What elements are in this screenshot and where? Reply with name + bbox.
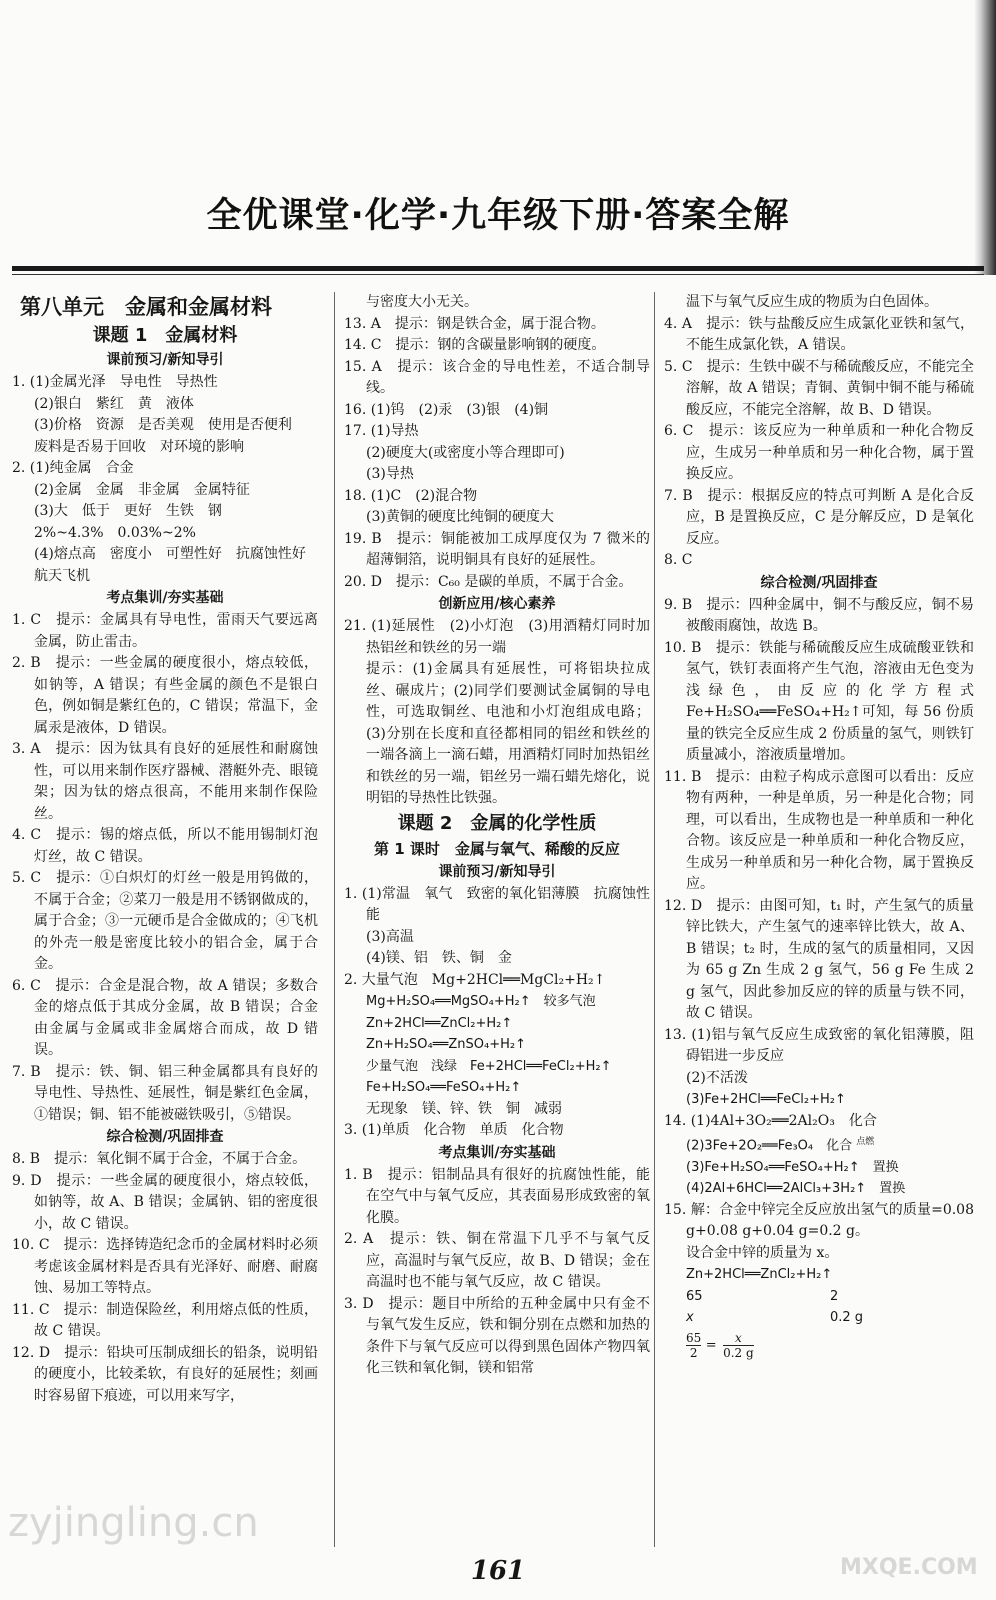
section-heading: 综合检测/巩固排查: [106, 1129, 224, 1145]
watermark-site: zyjingling.cn: [8, 1500, 259, 1546]
answer-line: (4)熔点高 密度小 可塑性好 抗腐蚀性好 航天飞机: [34, 546, 320, 584]
mass-ratio-row: [664, 1307, 974, 1329]
section-heading: 综合检测/巩固排查: [760, 574, 878, 591]
column-divider: [334, 292, 335, 1547]
answer-item: 19. B 提示：铜能被加工成厚度仅为 7 微米的超薄铜箔，说明铜具有良好的延展性。: [344, 530, 650, 568]
answer-item: 10. C 提示：选择铸造纪念币的金属材料时必须考虑该金属材料是否具有光泽好、耐磨、耐腐蚀、易加工等特点。: [12, 1237, 318, 1296]
reaction-condition: 点燃: [856, 1137, 875, 1147]
equation-line: (3)Fe+2HCl══FeCl₂+H₂↑: [686, 1092, 846, 1107]
answer-item: 1. (1)常温 氧气 致密的氧化铝薄膜 抗腐蚀性能: [344, 885, 650, 923]
answer-item: 4. A 提示：铁与盐酸反应生成氯化亚铁和氢气，不能生成氯化铁，A 错误。: [664, 315, 974, 353]
watermark-logo: MXQE.COM: [840, 1555, 978, 1580]
fraction: [686, 1331, 701, 1360]
answer-item: 8. B 提示：氧化铜不属于合金，不属于合金。: [12, 1151, 307, 1167]
section-heading: 考点集训/夯实基础: [438, 1144, 556, 1161]
lesson-title: 课题 1 金属材料: [92, 325, 238, 346]
section-heading: 考点集训/夯实基础: [106, 590, 224, 606]
answer-item: 9. D 提示：一些金属的硬度很小，熔点较低，如钠等，故 A、B 错误；金属钠、铝的密度很小，故 C 错误。: [12, 1172, 318, 1232]
ratio-value: 2: [830, 1288, 839, 1304]
page-header: [0, 0, 996, 275]
answer-line: 与密度大小无关。: [366, 294, 478, 310]
answer-hint: 提示：(1)金属具有延展性，可将铝块拉成丝、碾成片；(2)同学们要测试金属铜的导电性，可选取铜丝、电池和小灯泡组成电路；(3)分别在长度和直径都相同的铝丝和铁丝的一端各滴上一滴石蜡，用酒精灯同时加热铝丝和铁丝的另一端，铝丝另一端石蜡先熔化，说明铝的导热性比铁强。: [366, 661, 650, 806]
book-title: 全优课堂·化学·九年级下册·答案全解: [206, 196, 790, 236]
answer-item: 13. A 提示：钢是铁合金，属于混合物。: [344, 315, 605, 332]
answer-item: 21. (1)延展性 (2)小灯泡 (3)用酒精灯同时加热铝丝和铁丝的另一端: [344, 618, 650, 656]
answer-line: (4)镁、铝 铁、铜 金: [366, 950, 512, 966]
column-1: [12, 292, 318, 1407]
answer-item: 12. D 提示：由图可知，t₁ 时，产生氢气的质量锌比铁大，产生氢气的速率锌比铁大，故 A、B 错误；t₂ 时，生成的氢气的质量相同，又因为 65 g Zn 生成 2 g 氢气，56 g Fe 生成 2 g 氢气，因此参加反应的锌的质量与铁不同，故 C 错误。: [664, 897, 974, 1021]
answer-item: 7. B 提示：铁、铜、铝三种金属都具有良好的导电性、导热性、延展性，铜是紫红色金属，①错误；铜、铝不能被磁铁吸引，⑤错误。: [12, 1063, 318, 1123]
answer-item: 1. C 提示：金属具有导电性，雷雨天气要远离金属，防止雷击。: [12, 612, 318, 650]
answer-item: 6. C 提示：合金是混合物，故 A 错误；多数合金的熔点低于其成分金属，故 B 错误；合金由金属与金属或非金属熔合而成，故 D 错误。: [12, 977, 318, 1058]
answer-item: 15. 解：合金中锌完全反应放出氢气的质量=0.08 g+0.08 g+0.04 g=0.2 g。: [664, 1201, 974, 1240]
answer-item: 18. (1)C (2)混合物: [344, 487, 478, 504]
answer-line: (3)价格 资源 是否美观 使用是否便利 废料是否易于回收 对环境的影响: [34, 417, 306, 455]
answer-item: 17. (1)导热: [344, 423, 419, 439]
equation-text: (2)3Fe+2O₂══Fe₃O₄ 化合: [686, 1138, 853, 1154]
answer-item: 16. (1)钨 (2)汞 (3)银 (4)铜: [344, 401, 549, 418]
answer-line: (2)硬度大(或密度小等合理即可): [366, 444, 565, 461]
answer-item: 9. B 提示：四种金属中，铜不与酸反应，铜不易被酸雨腐蚀，故选 B。: [664, 596, 974, 634]
answer-item: 2. 大量气泡 Mg+2HCl══MgCl₂+H₂↑: [344, 971, 606, 988]
equation-line: Zn+H₂SO₄══ZnSO₄+H₂↑: [366, 1037, 526, 1052]
answer-item: 3. A 提示：因为钛具有良好的延展性和耐腐蚀性，可以用来制作医疗器械、潜艇外壳、眼镜架；因为钛的熔点很高，不能用来制作保险丝。: [12, 741, 318, 822]
answer-item: 1. (1)金属光泽 导电性 导热性: [12, 374, 218, 390]
answer-item: 1. B 提示：铝制品具有很好的抗腐蚀性能，能在空气中与氧气反应，其表面易形成致密的氧化膜。: [344, 1166, 650, 1226]
equals-sign: =: [705, 1337, 717, 1353]
page-number: 161: [470, 1556, 526, 1586]
answer-item: 2. B 提示：一些金属的硬度很小，熔点较低，如钠等，A 错误；有些金属的颜色不是银白色，例如铜是紫红色的，C 错误；常温下，金属汞是液体，D 错误。: [12, 655, 318, 736]
column-3: [664, 292, 974, 1360]
equation-line: Zn+2HCl══ZnCl₂+H₂↑: [366, 1015, 513, 1031]
answer-line: 2%~4.3% 0.03%~2%: [34, 524, 196, 541]
ratio-value: 0.2 g: [830, 1310, 864, 1326]
ratio-value: 65: [686, 1288, 703, 1304]
answer-line: (3)导热: [366, 466, 414, 482]
mass-ratio-row: [664, 1286, 974, 1308]
equation-line: [664, 1132, 974, 1157]
answer-line: (3)高温: [366, 928, 414, 945]
answer-item: 8. C: [664, 552, 693, 568]
answer-line: 温下与氧气反应生成的物质为白色固体。: [686, 294, 938, 310]
answer-item: 15. A 提示：该合金的导电性差，不适合制导线。: [344, 358, 650, 396]
answer-item: 4. C 提示：锡的熔点低，所以不能用锡制灯泡灯丝，故 C 错误。: [12, 827, 318, 865]
answer-item: 7. B 提示：根据反应的特点可判断 A 是化合反应，B 是置换反应，C 是分解反应，D 是氧化反应。: [664, 487, 974, 547]
answer-item: 6. C 提示：该反应为一种单质和一种化合物反应，生成另一种单质和另一种化合物，属于置换反应。: [664, 423, 974, 482]
answer-line: (2)金属 金属 非金属 金属特征: [34, 481, 250, 498]
header-rule-thick: [12, 266, 984, 271]
equation-line: (4)2Al+6HCl══2AlCl₃+3H₂↑ 置换: [686, 1181, 906, 1197]
answer-line: (3)黄铜的硬度比纯铜的硬度大: [366, 509, 554, 525]
equation-line: Zn+2HCl══ZnCl₂+H₂↑: [686, 1267, 833, 1283]
answer-item: 3. D 提示：题目中所给的五种金属中只有金不与氧气发生反应，铁和铜分别在点燃和加热的条件下与氧气反应可以得到黑色固体产物四氧化三铁和氧化铜，镁和铝常: [344, 1295, 650, 1376]
answer-line: 无现象 镁、锌、铁 铜 减弱: [366, 1100, 562, 1117]
equation-line: Fe+H₂SO₄══FeSO₄+H₂↑: [366, 1080, 522, 1095]
section-heading: 课前预习/新知导引: [106, 352, 224, 368]
answer-item: 14. C 提示：钢的含碳量影响钢的硬度。: [344, 337, 606, 353]
answer-item: 5. C 提示：生铁中碳不与稀硫酸反应，不能完全溶解，故 A 错误；青铜、黄铜中铜不能与稀硫酸反应，不能完全溶解，故 B、D 错误。: [664, 358, 974, 418]
proportion-equation: [664, 1331, 974, 1360]
answer-item: 11. C 提示：制造保险丝，利用熔点低的性质，故 C 错误。: [12, 1301, 318, 1339]
equation-line: (3)Fe+H₂SO₄══FeSO₄+H₂↑ 置换: [686, 1159, 899, 1175]
header-rule-thin: [12, 274, 984, 275]
answer-item: 20. D 提示：C₆₀ 是碳的单质，不属于合金。: [344, 573, 633, 590]
numerator: x: [735, 1330, 742, 1345]
column-2: [344, 292, 650, 1380]
section-heading: 创新应用/核心素养: [438, 596, 556, 612]
answer-item: 10. B 提示：铁能与稀硫酸反应生成硫酸亚铁和氢气，铁钉表面将产生气泡，溶液由无色变为浅绿色，由反应的化学方程式 Fe+H₂SO₄══FeSO₄+H₂↑可知，每 56 份质量的铁完全反应生成 2 份质量的氢气，则铁钉质量减小，溶液质量增加。: [664, 639, 974, 763]
denominator: 0.2 g: [723, 1345, 754, 1360]
equation-line: Mg+H₂SO₄══MgSO₄+H₂↑ 较多气泡: [366, 994, 596, 1009]
answer-line: (3)大 低于 更好 生铁 钢: [34, 503, 222, 519]
denominator: 2: [689, 1345, 698, 1360]
fraction: [723, 1331, 754, 1360]
column-divider: [654, 292, 655, 1547]
answer-item: 13. (1)铝与氧气反应生成致密的氧化铝薄膜，阻碍铝进一步反应: [664, 1026, 974, 1064]
period-title: 第 1 课时 金属与氧气、稀酸的反应: [374, 839, 620, 858]
answer-item: 11. B 提示：由粒子构成示意图可以看出：反应物有两种，一种是单质，另一种是化合物；同理，可以看出，生成物也是一种单质和一种化合物。该反应是一种单质和一种化合物反应，生成另一种单质和另一种化合物，属于置换反应。: [664, 768, 974, 892]
answer-item: 5. C 提示：①白炽灯的灯丝一般是用钨做的，不属于合金；②菜刀一般是用不锈钢做成的，属于合金；③一元硬币是合金做成的；④飞机的外壳一般是密度比较小的铝合金，属于合金。: [12, 870, 318, 972]
answer-line: (2)不活泼: [686, 1069, 748, 1086]
answer-item: 3. (1)单质 化合物 单质 化合物: [344, 1122, 564, 1138]
lesson-title: 课题 2 金属的化学性质: [397, 812, 597, 834]
equation-line: 少量气泡 浅绿 Fe+2HCl══FeCl₂+H₂↑: [366, 1058, 612, 1074]
unit-title: 第八单元 金属和金属材料: [20, 295, 272, 319]
answer-line: 设合金中锌的质量为 x。: [686, 1244, 839, 1261]
numerator: 65: [686, 1330, 702, 1345]
answer-item: 12. D 提示：铅块可压制成细长的铅条，说明铅的硬度小，比较柔软，有良好的延展性；刻画时容易留下痕迹，可以用来写字，: [12, 1344, 318, 1404]
answer-item: 14. (1)4Al+3O₂══2Al₂O₃ 化合: [664, 1112, 877, 1129]
section-heading: 课前预习/新知导引: [438, 863, 556, 880]
answer-line: (2)银白 紫红 黄 液体: [34, 395, 194, 412]
ratio-value: x: [686, 1310, 694, 1326]
answer-item: 2. (1)纯金属 合金: [12, 460, 134, 476]
answer-item: 2. A 提示：铁、铜在常温下几乎不与氧气反应，高温时与氧气反应，故 B、D 错误；金在高温时也不能与氧气反应，故 C 错误。: [344, 1231, 650, 1290]
